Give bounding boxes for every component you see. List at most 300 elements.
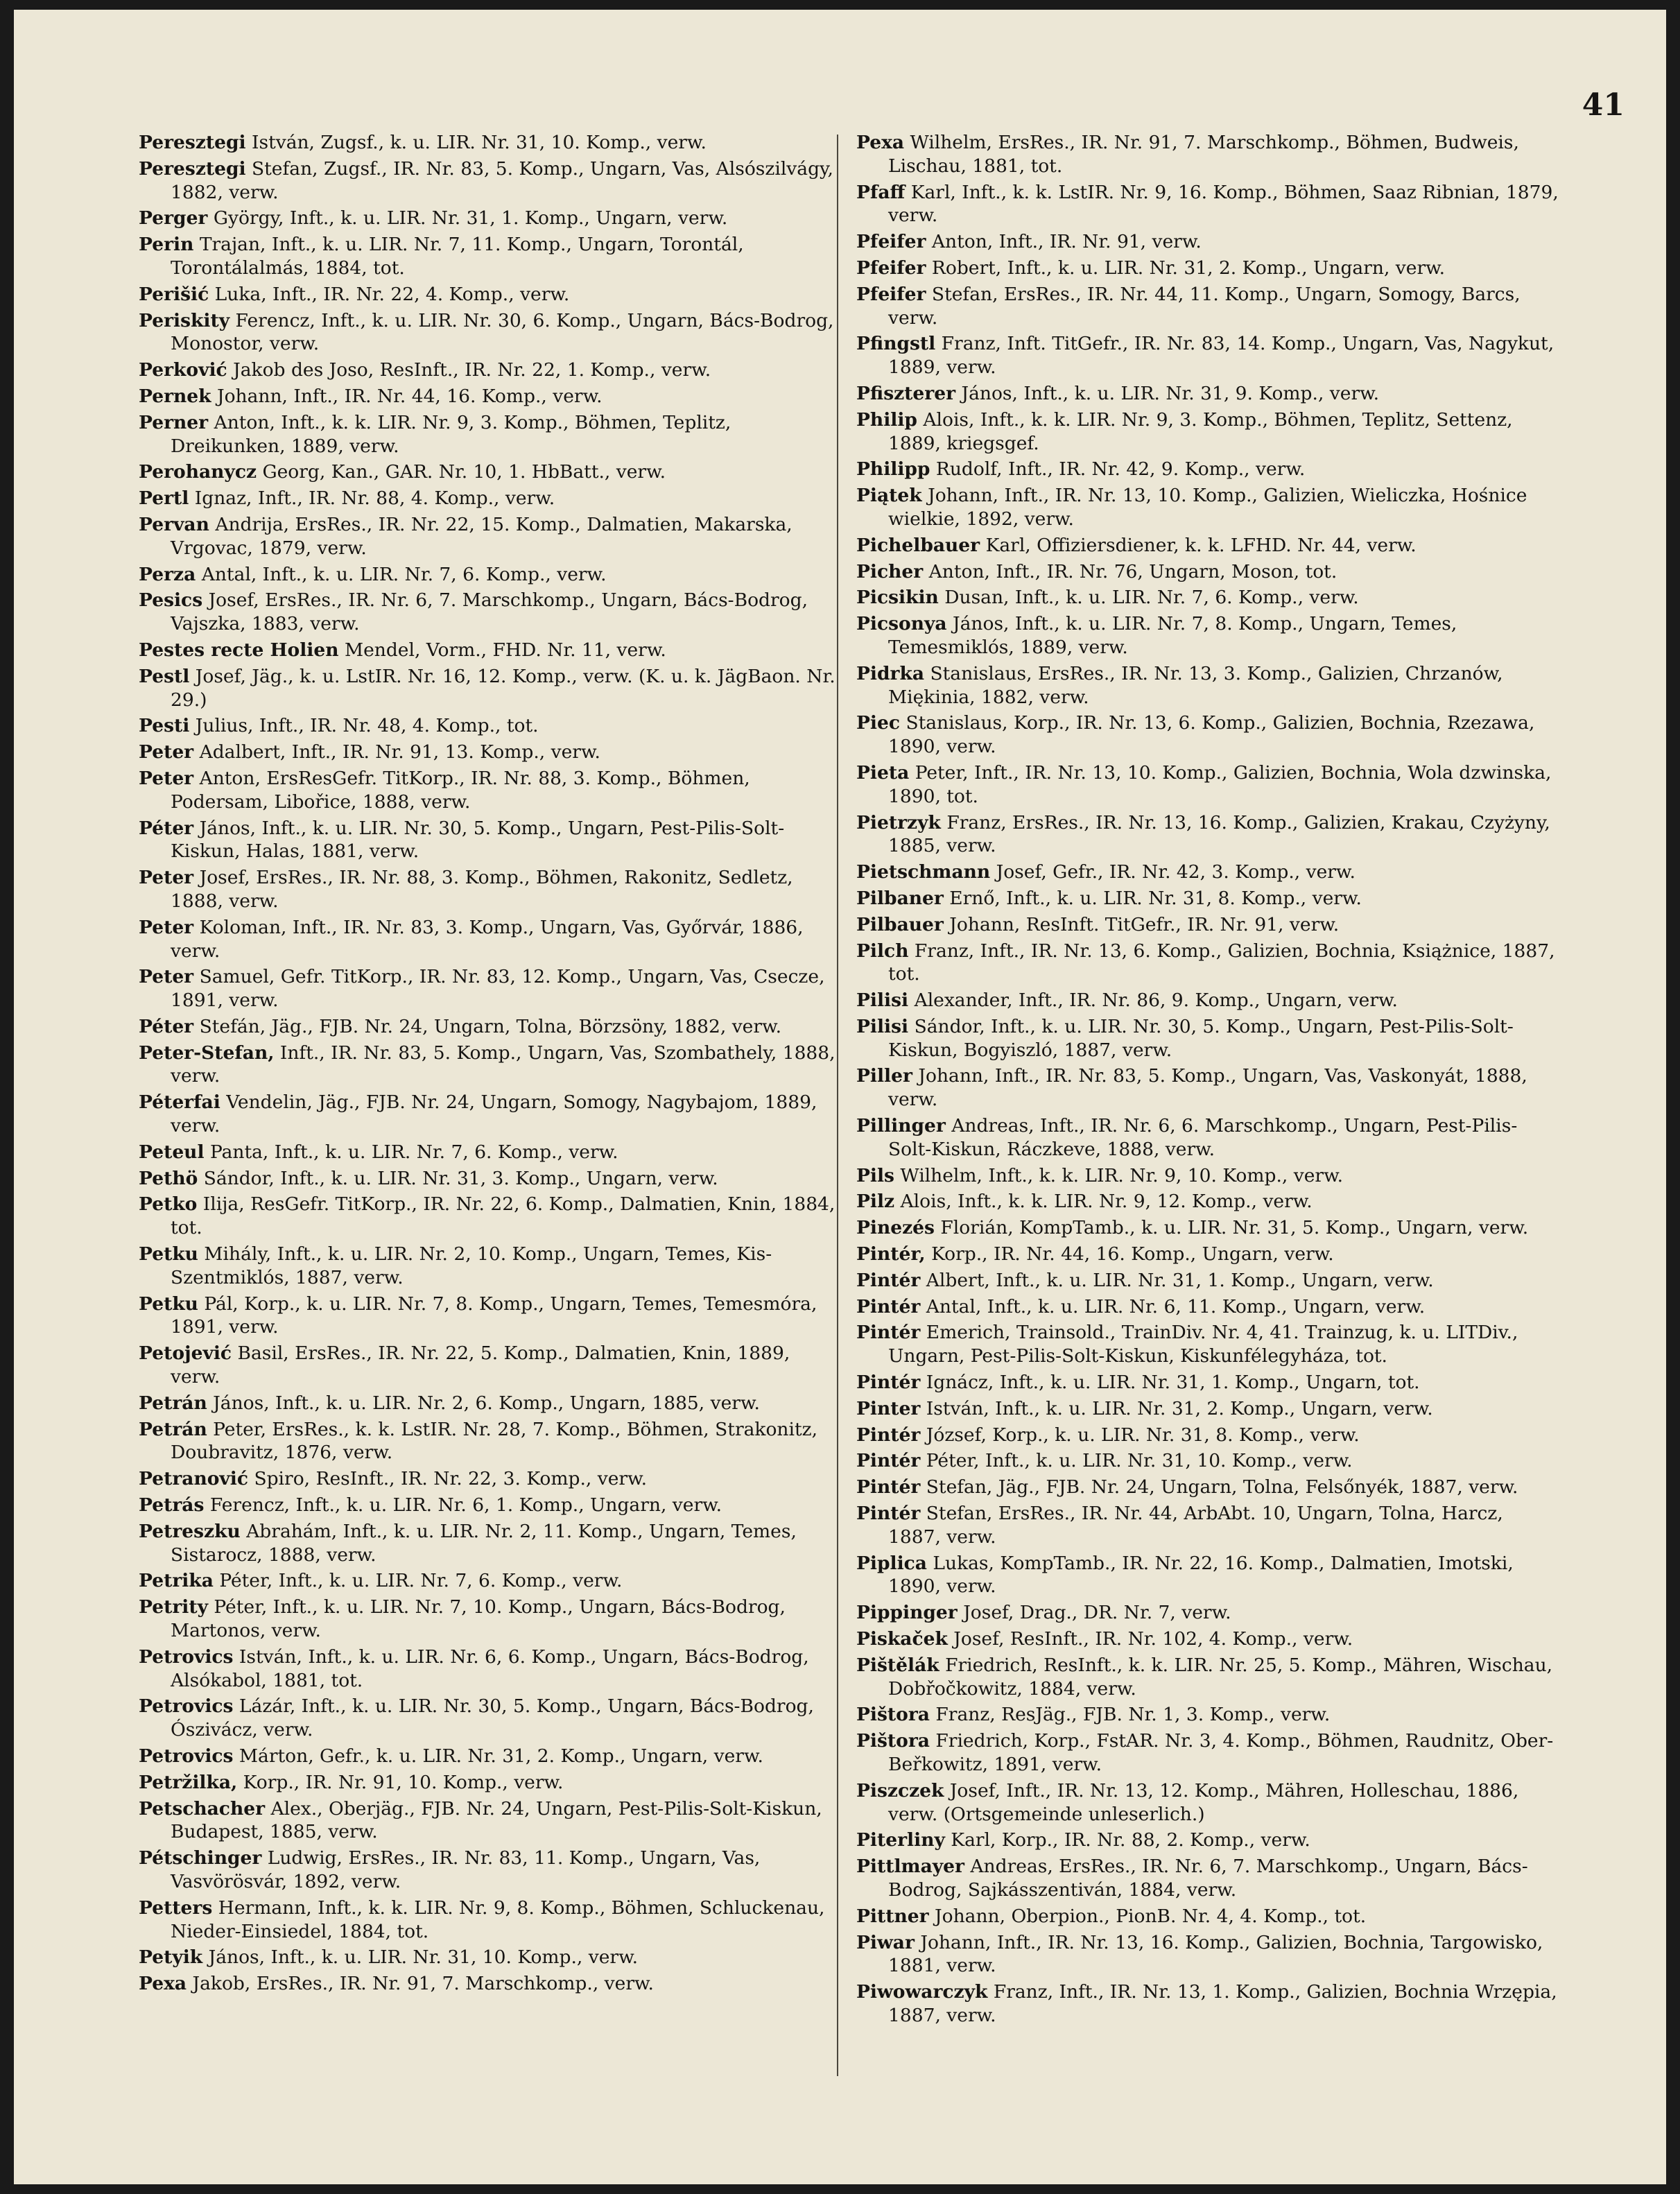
entry-details: Johann, Inft., IR. Nr. 44, 16. Komp., verw. xyxy=(216,385,603,407)
list-entry xyxy=(139,1015,842,1039)
entry-details: Stefan, ErsRes., IR. Nr. 44, 11. Komp., Ungarn, Somogy, Barcs, verw. xyxy=(888,283,1521,329)
list-entry xyxy=(139,866,842,913)
list-entry xyxy=(139,1091,842,1138)
entry-surname: Piec xyxy=(856,712,900,734)
list-entry xyxy=(139,1392,842,1415)
entry-details: Josef, Gefr., IR. Nr. 42, 3. Komp., verw. xyxy=(996,861,1356,883)
list-entry xyxy=(856,1216,1560,1240)
entry-details: Márton, Gefr., k. u. LIR. Nr. 31, 2. Komp., Ungarn, verw. xyxy=(239,1745,763,1767)
list-entry xyxy=(856,1931,1560,1978)
entry-details: Stanislaus, Korp., IR. Nr. 13, 6. Komp., Galizien, Bochnia, Rzezawa, 1890, verw. xyxy=(888,712,1535,758)
entry-surname: Pidrka xyxy=(856,662,925,684)
entry-surname: Perner xyxy=(139,411,209,433)
entry-details: Rudolf, Inft., IR. Nr. 42, 9. Komp., verw. xyxy=(935,458,1306,481)
list-entry xyxy=(139,359,842,382)
entry-details: Stefan, Jäg., FJB. Nr. 24, Ungarn, Tolna, Felsőnyék, 1887, verw. xyxy=(926,1476,1518,1498)
list-entry xyxy=(856,1476,1560,1499)
entry-surname: Pils xyxy=(856,1164,894,1186)
entry-surname: Peter-Stefan, xyxy=(139,1042,275,1064)
list-entry xyxy=(139,1342,842,1389)
entry-details: Stefán, Jäg., FJB. Nr. 24, Ungarn, Tolna, Börzsöny, 1882, verw. xyxy=(199,1015,781,1037)
entry-surname: Pernek xyxy=(139,385,211,407)
entry-surname: Philip xyxy=(856,408,917,431)
entry-details: Josef, Drag., DR. Nr. 7, verw. xyxy=(963,1602,1231,1624)
entry-surname: Petrovics xyxy=(139,1745,234,1767)
list-entry xyxy=(139,665,842,712)
entry-surname: Pilisi xyxy=(856,1015,909,1037)
entry-details: Peter, ErsRes., k. k. LstIR. Nr. 28, 7. Komp., Böhmen, Strakonitz, Doubravitz, 1876, verw. xyxy=(171,1418,818,1464)
entry-details: Antal, Inft., k. u. LIR. Nr. 6, 11. Komp., Ungarn, verw. xyxy=(926,1295,1426,1318)
entry-details: Franz, ResJäg., FJB. Nr. 1, 3. Komp., verw. xyxy=(935,1704,1331,1726)
list-entry xyxy=(856,1601,1560,1625)
entry-surname: Perišić xyxy=(139,283,209,305)
list-entry xyxy=(856,1654,1560,1701)
list-entry xyxy=(856,940,1560,987)
entry-surname: Philipp xyxy=(856,458,930,481)
list-entry xyxy=(856,230,1560,254)
entry-details: Andreas, ErsRes., IR. Nr. 6, 7. Marschkomp., Ungarn, Bács-Bodrog, Sajkásszentiván, 1884, verw. xyxy=(888,1856,1528,1901)
entry-surname: Pittlmayer xyxy=(856,1856,964,1878)
entry-surname: Piskaček xyxy=(856,1628,948,1650)
entry-surname: Pilch xyxy=(856,940,909,962)
list-entry xyxy=(856,711,1560,759)
entry-surname: Pintér xyxy=(856,1424,921,1446)
entry-details: Adalbert, Inft., IR. Nr. 91, 13. Komp., verw. xyxy=(199,741,600,763)
entry-details: Abrahám, Inft., k. u. LIR. Nr. 2, 11. Komp., Ungarn, Temes, Sistarocz, 1888, verw. xyxy=(171,1520,797,1566)
list-entry xyxy=(139,1897,842,1944)
list-entry xyxy=(856,1552,1560,1599)
entry-details: Stefan, Zugsf., IR. Nr. 83, 5. Komp., Ungarn, Vas, Alsószilvágy, 1882, verw. xyxy=(171,157,833,203)
list-entry xyxy=(856,1424,1560,1447)
entry-surname: Petrika xyxy=(139,1570,214,1592)
list-entry xyxy=(856,1295,1560,1319)
entry-details: Wilhelm, Inft., k. k. LIR. Nr. 9, 10. Komp., verw. xyxy=(900,1164,1344,1186)
entry-details: Vendelin, Jäg., FJB. Nr. 24, Ungarn, Somogy, Nagybajom, 1889, verw. xyxy=(171,1091,817,1137)
entry-surname: Pestes recte Holien xyxy=(139,639,339,661)
list-entry xyxy=(139,741,842,764)
list-entry xyxy=(856,1449,1560,1473)
entry-details: Anton, Inft., IR. Nr. 76, Ungarn, Moson, tot. xyxy=(928,560,1337,582)
list-entry xyxy=(856,131,1560,178)
entry-surname: Pinter xyxy=(856,1397,921,1419)
entry-details: Sándor, Inft., k. u. LIR. Nr. 31, 3. Komp., Ungarn, verw. xyxy=(203,1167,718,1189)
list-entry xyxy=(856,1114,1560,1161)
entry-surname: Picsikin xyxy=(856,587,939,609)
list-entry xyxy=(139,639,842,662)
entry-details: Korp., IR. Nr. 44, 16. Komp., Ungarn, verw. xyxy=(931,1243,1334,1266)
entry-details: Dusan, Inft., k. u. LIR. Nr. 7, 6. Komp., verw. xyxy=(944,587,1359,609)
list-entry xyxy=(856,560,1560,584)
entry-surname: Pintér xyxy=(856,1503,921,1525)
entry-details: Friedrich, Korp., FstAR. Nr. 3, 4. Komp., Böhmen, Raudnitz, Ober-Beřkowitz, 1891, verw. xyxy=(888,1730,1554,1775)
list-entry xyxy=(139,916,842,963)
entry-surname: Peteul xyxy=(139,1141,205,1163)
list-entry xyxy=(856,761,1560,809)
list-entry xyxy=(856,1855,1560,1902)
entry-details: Anton, Inft., IR. Nr. 91, verw. xyxy=(931,231,1202,253)
entry-details: Alois, Inft., k. k. LIR. Nr. 9, 12. Komp., verw. xyxy=(900,1191,1313,1213)
list-entry xyxy=(856,1243,1560,1266)
entry-details: Franz, ErsRes., IR. Nr. 13, 16. Komp., Galizien, Krakau, Czyżyny, 1885, verw. xyxy=(888,811,1550,857)
entry-details: Mihály, Inft., k. u. LIR. Nr. 2, 10. Komp., Ungarn, Temes, Kis-Szentmiklós, 1887, verw. xyxy=(171,1243,772,1288)
entry-details: Franz, Inft., IR. Nr. 13, 6. Komp., Galizien, Bochnia, Książnice, 1887, tot. xyxy=(888,940,1555,985)
list-entry xyxy=(139,309,842,356)
list-entry xyxy=(856,913,1560,937)
list-entry xyxy=(856,181,1560,228)
list-entry xyxy=(856,1190,1560,1213)
list-entry xyxy=(856,1269,1560,1293)
entry-details: Ferencz, Inft., k. u. LIR. Nr. 6, 1. Komp., Ungarn, verw. xyxy=(209,1494,722,1517)
list-entry xyxy=(139,714,842,738)
list-entry xyxy=(139,1847,842,1894)
entry-details: Josef, Inft., IR. Nr. 13, 12. Komp., Mähren, Holleschau, 1886, verw. (Ortsgemeinde unleserlich.) xyxy=(888,1779,1519,1825)
entry-details: Anton, ErsResGefr. TitKorp., IR. Nr. 88, 3. Komp., Böhmen, Podersam, Libořice, 1888, verw. xyxy=(171,767,750,813)
entry-details: Karl, Offiziersdiener, k. k. LFHD. Nr. 44, verw. xyxy=(985,534,1417,556)
entry-surname: Petko xyxy=(139,1193,198,1216)
list-entry xyxy=(139,1771,842,1795)
entry-details: Anton, Inft., k. k. LIR. Nr. 9, 3. Komp., Böhmen, Teplitz, Dreikunken, 1889, verw. xyxy=(171,411,731,457)
entry-surname: Pintér, xyxy=(856,1243,926,1266)
left-column xyxy=(139,131,842,1998)
entry-surname: Peter xyxy=(139,767,194,789)
list-entry xyxy=(139,1141,842,1164)
entry-surname: Pietrzyk xyxy=(856,811,941,833)
entry-surname: Petrán xyxy=(139,1392,207,1414)
entry-details: Péter, Inft., k. u. LIR. Nr. 31, 10. Komp., verw. xyxy=(926,1450,1353,1472)
entry-surname: Pintér xyxy=(856,1295,921,1318)
entry-surname: Perohanycz xyxy=(139,461,257,483)
list-entry xyxy=(139,563,842,587)
entry-surname: Pilbaner xyxy=(856,887,944,909)
entry-surname: Petschacher xyxy=(139,1797,266,1820)
entry-details: Andreas, Inft., IR. Nr. 6, 6. Marschkomp., Ungarn, Pest-Pilis-Solt-Kiskun, Ráczkeve, 1888, verw. xyxy=(888,1115,1518,1160)
list-entry xyxy=(139,411,842,458)
entry-details: György, Inft., k. u. LIR. Nr. 31, 1. Komp., Ungarn, verw. xyxy=(213,207,728,230)
list-entry xyxy=(139,1569,842,1593)
entry-surname: Petrán xyxy=(139,1418,207,1440)
entry-surname: Pfiszterer xyxy=(856,382,956,404)
entry-details: Josef, ErsRes., IR. Nr. 88, 3. Komp., Böhmen, Rakonitz, Sedletz, 1888, verw. xyxy=(171,867,793,912)
list-entry xyxy=(856,1015,1560,1062)
entry-surname: Petojević xyxy=(139,1342,232,1365)
entry-surname: Picsonya xyxy=(856,613,947,635)
entry-surname: Péter xyxy=(139,1015,194,1037)
entry-details: Sándor, Inft., k. u. LIR. Nr. 30, 5. Komp., Ungarn, Pest-Pilis-Solt-Kiskun, Bogyiszló, 1887, verw. xyxy=(888,1015,1514,1061)
entry-details: Spiro, ResInft., IR. Nr. 22, 3. Komp., verw. xyxy=(254,1468,648,1490)
entry-surname: Petreszku xyxy=(139,1520,241,1542)
list-entry xyxy=(856,458,1560,481)
entry-details: István, Inft., k. u. LIR. Nr. 6, 6. Komp., Ungarn, Bács-Bodrog, Alsókabol, 1881, tot. xyxy=(171,1646,809,1691)
entry-details: Lukas, KompTamb., IR. Nr. 22, 16. Komp., Dalmatien, Imotski, 1890, verw. xyxy=(888,1552,1514,1598)
entry-surname: Pertl xyxy=(139,487,189,510)
list-entry xyxy=(856,408,1560,456)
entry-details: Johann, ResInft. TitGefr., IR. Nr. 91, verw. xyxy=(949,913,1340,935)
entry-surname: Petters xyxy=(139,1897,213,1919)
entry-details: Trajan, Inft., k. u. LIR. Nr. 7, 11. Komp., Ungarn, Torontál, Torontálalmás, 1884, tot. xyxy=(171,234,744,279)
entry-surname: Pieta xyxy=(856,761,910,784)
list-entry xyxy=(139,1596,842,1643)
entry-surname: Pintér xyxy=(856,1322,921,1344)
list-entry xyxy=(856,811,1560,858)
entry-details: Emerich, Trainsold., TrainDiv. Nr. 4, 41. Trainzug, k. u. LITDiv., Ungarn, Pest-Pilis-Solt-Kiskun, Kiskunfélegyháza, tot. xyxy=(888,1322,1518,1367)
entry-details: Alex., Oberjäg., FJB. Nr. 24, Ungarn, Pest-Pilis-Solt-Kiskun, Budapest, 1885, verw. xyxy=(171,1797,822,1843)
entry-details: Péter, Inft., k. u. LIR. Nr. 7, 6. Komp., verw. xyxy=(219,1570,623,1592)
entry-surname: Pesics xyxy=(139,589,203,612)
entry-surname: Petrás xyxy=(139,1494,205,1517)
entry-surname: Pintér xyxy=(856,1476,921,1498)
entry-surname: Perza xyxy=(139,563,196,585)
list-entry xyxy=(856,1703,1560,1727)
entry-surname: Piątek xyxy=(856,485,922,507)
entry-surname: Pesti xyxy=(139,715,190,737)
list-entry xyxy=(139,1946,842,1969)
entry-details: Albert, Inft., k. u. LIR. Nr. 31, 1. Komp., Ungarn, verw. xyxy=(926,1269,1434,1291)
entry-surname: Petrovics xyxy=(139,1646,234,1668)
list-entry xyxy=(139,1293,842,1340)
entry-surname: Pippinger xyxy=(856,1602,958,1624)
entry-details: Karl, Inft., k. k. LstIR. Nr. 9, 16. Komp., Böhmen, Saaz Ribnian, 1879, verw. xyxy=(888,181,1559,227)
entry-details: Koloman, Inft., IR. Nr. 83, 3. Komp., Ungarn, Vas, Győrvár, 1886, verw. xyxy=(171,916,804,962)
list-entry xyxy=(139,1797,842,1845)
entry-surname: Pištora xyxy=(856,1704,930,1726)
entry-surname: Pfingstl xyxy=(856,333,936,355)
list-entry xyxy=(139,283,842,306)
entry-details: Antal, Inft., k. u. LIR. Nr. 7, 6. Komp., verw. xyxy=(201,563,607,585)
entry-surname: Peresztegi xyxy=(139,157,246,180)
entry-details: Péter, Inft., k. u. LIR. Nr. 7, 10. Komp., Ungarn, Bács-Bodrog, Martonos, verw. xyxy=(171,1596,786,1642)
list-entry xyxy=(139,965,842,1012)
entry-details: Josef, ErsRes., IR. Nr. 6, 7. Marschkomp., Ungarn, Bács-Bodrog, Vajszka, 1883, verw. xyxy=(171,589,808,635)
list-entry xyxy=(856,283,1560,330)
entry-surname: Peresztegi xyxy=(139,132,246,153)
entry-surname: Petku xyxy=(139,1243,198,1266)
entry-details: Basil, ErsRes., IR. Nr. 22, 5. Komp., Dalmatien, Knin, 1889, verw. xyxy=(171,1342,790,1388)
entry-details: Karl, Korp., IR. Nr. 88, 2. Komp., verw. xyxy=(951,1829,1310,1851)
list-entry xyxy=(139,1695,842,1742)
entry-details: Stanislaus, ErsRes., IR. Nr. 13, 3. Komp., Galizien, Chrzanów, Miękinia, 1882, verw. xyxy=(888,662,1503,708)
list-entry xyxy=(139,157,842,205)
entry-surname: Pervan xyxy=(139,513,209,535)
entry-surname: Pintér xyxy=(856,1372,921,1394)
entry-surname: Pilisi xyxy=(856,990,909,1012)
list-entry xyxy=(139,1972,842,1996)
entry-surname: Periskity xyxy=(139,309,230,331)
entry-surname: Petržilka, xyxy=(139,1771,238,1793)
list-entry xyxy=(856,1729,1560,1777)
entry-surname: Peter xyxy=(139,916,194,938)
entry-details: István, Zugsf., k. u. LIR. Nr. 31, 10. Komp., verw. xyxy=(252,132,707,153)
entry-details: Korp., IR. Nr. 91, 10. Komp., verw. xyxy=(243,1771,564,1793)
list-entry xyxy=(139,1418,842,1465)
list-entry xyxy=(856,1829,1560,1852)
entry-details: János, Inft., k. u. LIR. Nr. 7, 8. Komp., Ungarn, Temes, Temesmiklós, 1889, verw. xyxy=(888,613,1457,658)
list-entry xyxy=(856,382,1560,406)
list-entry xyxy=(856,1779,1560,1826)
list-entry xyxy=(856,662,1560,709)
entry-surname: Pintér xyxy=(856,1269,921,1291)
entry-details: Josef, Jäg., k. u. LstIR. Nr. 16, 12. Komp., verw. (K. u. k. JägBaon. Nr. 29.) xyxy=(171,665,835,711)
list-entry xyxy=(139,1467,842,1491)
entry-details: Julius, Inft., IR. Nr. 48, 4. Komp., tot. xyxy=(195,715,539,737)
document-page xyxy=(14,10,1666,2184)
entry-details: Josef, ResInft., IR. Nr. 102, 4. Komp., verw. xyxy=(953,1628,1353,1650)
list-entry xyxy=(856,861,1560,884)
entry-details: Mendel, Vorm., FHD. Nr. 11, verw. xyxy=(344,639,666,661)
list-entry xyxy=(856,534,1560,558)
entry-details: Inft., IR. Nr. 83, 5. Komp., Ungarn, Vas, Szombathely, 1888, verw. xyxy=(171,1042,835,1087)
entry-details: Peter, Inft., IR. Nr. 13, 10. Komp., Galizien, Bochnia, Wola dzwinska, 1890, tot. xyxy=(888,761,1552,807)
entry-surname: Péterfai xyxy=(139,1091,220,1114)
list-entry xyxy=(856,1321,1560,1368)
entry-surname: Piterliny xyxy=(856,1829,945,1851)
entry-surname: Pfeifer xyxy=(856,257,926,279)
entry-surname: Pétschinger xyxy=(139,1847,262,1869)
entry-details: Ludwig, ErsRes., IR. Nr. 83, 11. Komp., Ungarn, Vas, Vasvörösvár, 1892, verw. xyxy=(171,1847,761,1892)
entry-details: Ilija, ResGefr. TitKorp., IR. Nr. 22, 6. Komp., Dalmatien, Knin, 1884, tot. xyxy=(171,1193,835,1239)
entry-details: Johann, Inft., IR. Nr. 13, 10. Komp., Galizien, Wieliczka, Hośnice wielkie, 1892, verw. xyxy=(888,485,1527,530)
entry-details: Pál, Korp., k. u. LIR. Nr. 7, 8. Komp., Ungarn, Temes, Temesmóra, 1891, verw. xyxy=(171,1293,817,1338)
entry-surname: Peter xyxy=(139,867,194,889)
list-entry xyxy=(139,1494,842,1517)
entry-details: János, Inft., k. u. LIR. Nr. 31, 9. Komp., verw. xyxy=(961,382,1380,404)
entry-surname: Peter xyxy=(139,741,194,763)
list-entry xyxy=(856,1064,1560,1112)
entry-details: János, Inft., k. u. LIR. Nr. 30, 5. Komp., Ungarn, Pest-Pilis-Solt-Kiskun, Halas, 1881, verw. xyxy=(171,817,785,863)
entry-surname: Pfeifer xyxy=(856,231,926,253)
list-entry xyxy=(856,484,1560,531)
entry-surname: Piplica xyxy=(856,1552,927,1574)
entry-surname: Petku xyxy=(139,1293,198,1315)
entry-surname: Pittner xyxy=(856,1905,929,1927)
list-entry xyxy=(139,233,842,280)
entry-details: Jakob des Joso, ResInft., IR. Nr. 22, 1. Komp., verw. xyxy=(233,359,711,381)
entry-details: Ignácz, Inft., k. u. LIR. Nr. 31, 1. Komp., Ungarn, tot. xyxy=(926,1372,1420,1394)
list-entry xyxy=(139,385,842,408)
list-entry xyxy=(139,513,842,560)
list-entry xyxy=(139,1042,842,1089)
entry-details: Panta, Inft., k. u. LIR. Nr. 7, 6. Komp., verw. xyxy=(209,1141,618,1163)
entry-details: Samuel, Gefr. TitKorp., IR. Nr. 83, 12. Komp., Ungarn, Vas, Csecze, 1891, verw. xyxy=(171,966,825,1012)
entry-details: Alois, Inft., k. k. LIR. Nr. 9, 3. Komp., Böhmen, Teplitz, Settenz, 1889, kriegsgef. xyxy=(888,408,1513,454)
entry-surname: Petrovics xyxy=(139,1695,234,1718)
entry-surname: Pištora xyxy=(856,1730,930,1752)
entry-surname: Perin xyxy=(139,234,194,256)
list-entry xyxy=(139,460,842,484)
list-entry xyxy=(856,1397,1560,1421)
entry-details: Johann, Oberpion., PionB. Nr. 4, 4. Komp., tot. xyxy=(935,1905,1367,1927)
list-entry xyxy=(139,1646,842,1693)
entry-surname: Pethö xyxy=(139,1167,198,1189)
entry-details: Ernő, Inft., k. u. LIR. Nr. 31, 8. Komp., verw. xyxy=(949,887,1362,909)
entry-surname: Perković xyxy=(139,359,227,381)
list-entry xyxy=(856,887,1560,910)
column-divider xyxy=(837,135,838,2076)
list-entry xyxy=(856,1980,1560,2028)
entry-details: Alexander, Inft., IR. Nr. 86, 9. Komp., Ungarn, verw. xyxy=(914,990,1398,1012)
list-entry xyxy=(856,1371,1560,1394)
list-entry xyxy=(856,1627,1560,1651)
list-entry xyxy=(139,817,842,864)
entry-details: István, Inft., k. u. LIR. Nr. 31, 2. Komp., Ungarn, verw. xyxy=(926,1397,1433,1419)
list-entry xyxy=(856,1905,1560,1928)
entry-details: Wilhelm, ErsRes., IR. Nr. 91, 7. Marschkomp., Böhmen, Budweis, Lischau, 1881, tot. xyxy=(888,132,1519,177)
list-entry xyxy=(856,586,1560,610)
entry-surname: Pexa xyxy=(856,132,905,153)
list-entry xyxy=(139,131,842,155)
entry-surname: Pietschmann xyxy=(856,861,991,883)
list-entry xyxy=(856,1164,1560,1188)
list-entry xyxy=(856,332,1560,379)
entry-surname: Petyik xyxy=(139,1946,203,1969)
entry-surname: Pillinger xyxy=(856,1115,946,1137)
entry-details: János, Inft., k. u. LIR. Nr. 31, 10. Komp., verw. xyxy=(208,1946,639,1969)
entry-surname: Petranović xyxy=(139,1468,248,1490)
list-entry xyxy=(139,1167,842,1191)
list-entry xyxy=(856,612,1560,659)
list-entry xyxy=(139,207,842,230)
entry-details: Ferencz, Inft., k. u. LIR. Nr. 30, 6. Komp., Ungarn, Bács-Bodrog, Monostor, verw. xyxy=(171,309,834,355)
list-entry xyxy=(856,257,1560,280)
entry-details: Ignaz, Inft., IR. Nr. 88, 4. Komp., verw. xyxy=(194,487,555,510)
entry-details: Johann, Inft., IR. Nr. 13, 16. Komp., Galizien, Bochnia, Targowisko, 1881, verw. xyxy=(888,1931,1543,1977)
entry-surname: Pestl xyxy=(139,665,190,687)
entry-surname: Piszczek xyxy=(856,1779,944,1802)
entry-details: Lázár, Inft., k. u. LIR. Nr. 30, 5. Komp., Ungarn, Bács-Bodrog, Ószivácz, verw. xyxy=(171,1695,814,1741)
list-entry xyxy=(139,487,842,510)
entry-surname: Piller xyxy=(856,1065,912,1087)
right-column xyxy=(856,131,1560,2030)
entry-surname: Pexa xyxy=(139,1973,187,1995)
list-entry xyxy=(139,767,842,814)
entry-details: József, Korp., k. u. LIR. Nr. 31, 8. Komp., verw. xyxy=(926,1424,1360,1446)
entry-details: Luka, Inft., IR. Nr. 22, 4. Komp., verw. xyxy=(214,283,570,305)
entry-surname: Péter xyxy=(139,817,194,839)
entry-details: Robert, Inft., k. u. LIR. Nr. 31, 2. Komp., Ungarn, verw. xyxy=(931,257,1446,279)
list-entry xyxy=(139,1745,842,1768)
entry-surname: Pintér xyxy=(856,1450,921,1472)
entry-surname: Pilbauer xyxy=(856,913,944,935)
entry-surname: Piwowarczyk xyxy=(856,1981,988,2003)
list-entry xyxy=(139,1520,842,1567)
entry-surname: Peter xyxy=(139,966,194,988)
entry-surname: Perger xyxy=(139,207,208,230)
entry-surname: Pinezés xyxy=(856,1217,935,1239)
entry-surname: Pfaff xyxy=(856,181,906,203)
entry-details: Hermann, Inft., k. k. LIR. Nr. 9, 8. Komp., Böhmen, Schluckenau, Nieder-Einsiedel, 1884, tot. xyxy=(171,1897,825,1942)
entry-details: Florián, KompTamb., k. u. LIR. Nr. 31, 5. Komp., Ungarn, verw. xyxy=(940,1217,1529,1239)
entry-details: Jakob, ErsRes., IR. Nr. 91, 7. Marschkomp., verw. xyxy=(192,1973,654,1995)
entry-details: Stefan, ErsRes., IR. Nr. 44, ArbAbt. 10, Ungarn, Tolna, Harcz, 1887, verw. xyxy=(888,1503,1503,1548)
entry-details: Johann, Inft., IR. Nr. 83, 5. Komp., Ungarn, Vas, Vaskonyát, 1888, verw. xyxy=(888,1065,1527,1111)
entry-details: Franz, Inft. TitGefr., IR. Nr. 83, 14. Komp., Ungarn, Vas, Nagykut, 1889, verw. xyxy=(888,333,1555,379)
entry-surname: Pichelbauer xyxy=(856,534,980,556)
entry-details: Franz, Inft., IR. Nr. 13, 1. Komp., Galizien, Bochnia Wrzępia, 1887, verw. xyxy=(888,1981,1557,2026)
list-entry xyxy=(139,589,842,636)
page-number: 41 xyxy=(1582,87,1625,123)
entry-surname: Picher xyxy=(856,560,924,582)
entry-surname: Petrity xyxy=(139,1596,208,1618)
entry-surname: Pilz xyxy=(856,1191,895,1213)
entry-details: János, Inft., k. u. LIR. Nr. 2, 6. Komp., Ungarn, 1885, verw. xyxy=(213,1392,760,1414)
entry-details: Friedrich, ResInft., k. k. LIR. Nr. 25, 5. Komp., Mähren, Wischau, Dobřočkowitz, 1884, verw. xyxy=(888,1654,1553,1700)
entry-surname: Pfeifer xyxy=(856,283,926,305)
list-entry xyxy=(139,1193,842,1240)
entry-details: Georg, Kan., GAR. Nr. 10, 1. HbBatt., verw. xyxy=(262,461,666,483)
entry-surname: Pištělák xyxy=(856,1654,939,1676)
entry-details: Andrija, ErsRes., IR. Nr. 22, 15. Komp., Dalmatien, Makarska, Vrgovac, 1879, verw. xyxy=(171,513,793,559)
list-entry xyxy=(856,1502,1560,1549)
list-entry xyxy=(856,989,1560,1012)
